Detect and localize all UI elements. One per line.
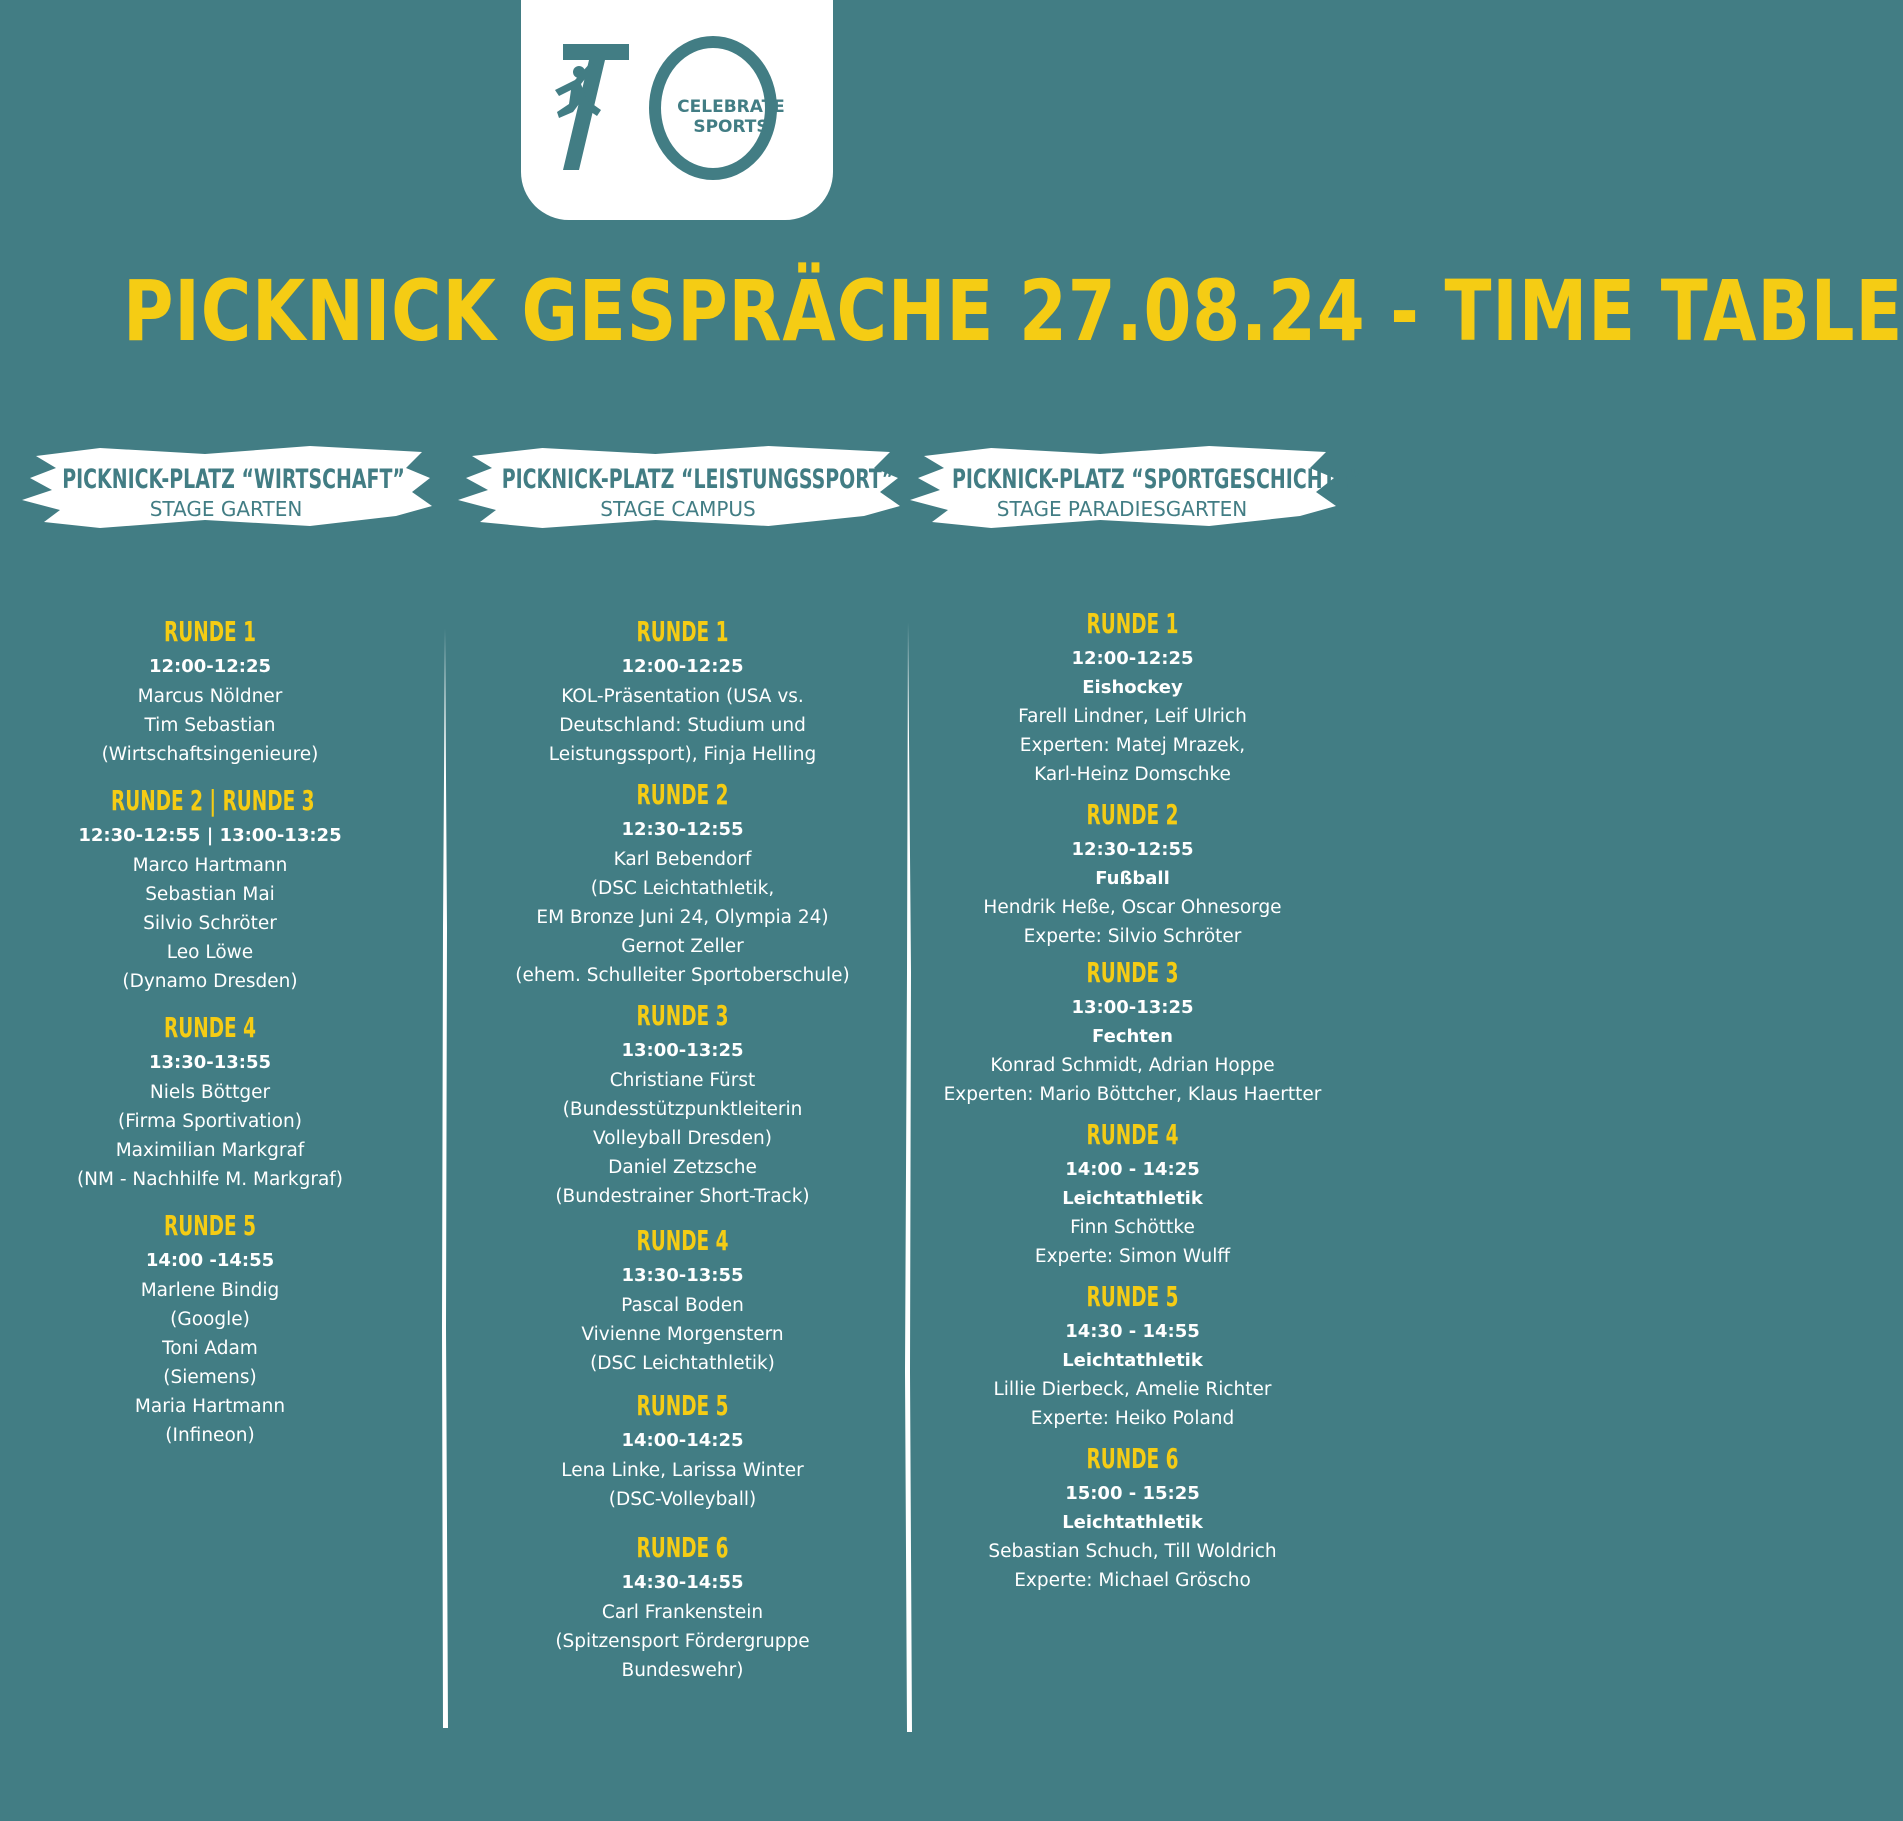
header-card-sportgeschichte xyxy=(904,434,1361,544)
round-participant-line: (Siemens) xyxy=(163,1367,257,1388)
round-block xyxy=(60,1206,360,1450)
header-card-text xyxy=(16,464,436,521)
round-participant-line: KOL-Präsentation (USA vs. xyxy=(561,686,804,707)
round-time: 14:30 - 14:55 xyxy=(1065,1321,1200,1342)
round-label: RUNDE 5 xyxy=(164,1209,256,1242)
page-title: PICKNICK GESPRÄCHE 27.08.24 - TIME TABLE xyxy=(122,262,1903,360)
stage-name: STAGE PARADIESGARTEN xyxy=(996,497,1248,521)
round-participant-line: (Bundestrainer Short-Track) xyxy=(555,1186,810,1207)
round-block xyxy=(940,795,1325,951)
logo-card xyxy=(521,0,833,220)
round-label: RUNDE 1 xyxy=(636,615,729,648)
round-time: 12:30-12:55 xyxy=(621,819,744,840)
round-participant-line: (Spitzensport Fördergruppe xyxy=(555,1631,810,1652)
round-participant-line: Lena Linke, Larissa Winter xyxy=(561,1460,804,1481)
round-block xyxy=(500,996,865,1211)
round-sport: Eishockey xyxy=(1082,677,1183,698)
header-card-leistungssport xyxy=(452,434,904,544)
round-participant-line: Leo Löwe xyxy=(166,942,254,963)
round-participant-line: EM Bronze Juni 24, Olympia 24) xyxy=(536,907,829,928)
round-label: RUNDE 4 xyxy=(164,1011,256,1044)
celebrate-sports-logo xyxy=(521,0,833,220)
header-card-text xyxy=(904,464,1361,521)
round-participant-line: Experte: Heiko Poland xyxy=(1030,1408,1235,1429)
column-divider-2 xyxy=(902,622,916,1732)
round-label: RUNDE 4 xyxy=(1086,1118,1179,1151)
round-time: 13:00-13:25 xyxy=(1071,997,1194,1018)
round-label: RUNDE 6 xyxy=(1086,1442,1179,1475)
round-participant-line: Hendrik Heße, Oscar Ohnesorge xyxy=(983,897,1282,918)
round-sport: Fechten xyxy=(1092,1026,1173,1047)
round-block xyxy=(60,612,360,769)
logo-tagline-2: SPORTS xyxy=(693,117,769,137)
round-participant-line: (Dynamo Dresden) xyxy=(122,971,298,992)
picnic-place-name: PICKNICK-PLATZ “SPORTGESCHICHTE” xyxy=(951,464,1361,495)
round-participant-line: Silvio Schröter xyxy=(143,913,277,934)
round-participant-line: Lillie Dierbeck, Amelie Richter xyxy=(993,1379,1272,1400)
column-divider-1 xyxy=(438,628,452,1728)
round-participant-line: Marcus Nöldner xyxy=(137,686,283,707)
round-participant-line: (Wirtschaftsingenieure) xyxy=(101,744,319,765)
round-block xyxy=(940,1277,1325,1433)
stage-name: STAGE GARTEN xyxy=(149,497,303,521)
round-participant-line: Maria Hartmann xyxy=(134,1396,286,1417)
round-participant-line: (NM - Nachhilfe M. Markgraf) xyxy=(76,1169,344,1190)
round-participant-line: Daniel Zetzsche xyxy=(608,1157,757,1178)
round-participant-line: (DSC Leichtathletik) xyxy=(590,1353,775,1374)
round-block xyxy=(940,604,1325,789)
round-participant-line: Vivienne Morgenstern xyxy=(581,1324,784,1345)
round-participant-line: Karl Bebendorf xyxy=(613,849,752,870)
round-block xyxy=(500,775,865,990)
column-leistungssport xyxy=(500,612,865,1685)
round-participant-line: Gernot Zeller xyxy=(621,936,744,957)
round-label: RUNDE 5 xyxy=(1086,1280,1179,1313)
round-participant-line: Experten: Matej Mrazek, xyxy=(1019,735,1246,756)
round-label: RUNDE 5 xyxy=(636,1389,729,1422)
round-participant-line: Pascal Boden xyxy=(621,1295,744,1316)
round-time: 12:30-12:55 xyxy=(1071,839,1194,860)
round-participant-line: (Bundesstützpunktleiterin xyxy=(562,1099,803,1120)
round-time: 12:00-12:25 xyxy=(148,656,272,677)
round-participant-line: Bundeswehr) xyxy=(621,1660,744,1681)
round-participant-line: Marco Hartmann xyxy=(132,855,288,876)
round-participant-line: Experten: Mario Böttcher, Klaus Haertter xyxy=(943,1084,1322,1105)
round-participant-line: Marlene Bindig xyxy=(140,1280,280,1301)
column-wirtschaft xyxy=(60,612,360,1450)
round-label: RUNDE 6 xyxy=(636,1531,729,1564)
round-sport: Fußball xyxy=(1095,868,1170,889)
round-label: RUNDE 2 | RUNDE 3 xyxy=(110,784,315,817)
round-participant-line: Christiane Fürst xyxy=(609,1070,756,1091)
round-time: 14:00 - 14:25 xyxy=(1065,1159,1200,1180)
round-time: 14:00 -14:55 xyxy=(145,1250,275,1271)
round-participant-line: Leistungssport), Finja Helling xyxy=(548,744,817,765)
round-participant-line: Tim Sebastian xyxy=(144,715,276,736)
round-block xyxy=(60,1008,360,1194)
round-participant-line: (Google) xyxy=(170,1309,250,1330)
round-time: 13:00-13:25 xyxy=(621,1040,744,1061)
round-participant-line: Farell Lindner, Leif Ulrich xyxy=(1018,706,1247,727)
round-label: RUNDE 2 xyxy=(636,778,729,811)
round-time: 15:00 - 15:25 xyxy=(1065,1483,1200,1504)
round-label: RUNDE 1 xyxy=(164,615,256,648)
round-participant-line: Maximilian Markgraf xyxy=(115,1140,305,1161)
round-time: 14:30-14:55 xyxy=(621,1572,744,1593)
round-label: RUNDE 3 xyxy=(1086,956,1179,989)
round-time: 12:00-12:25 xyxy=(621,656,744,677)
round-participant-line: Carl Frankenstein xyxy=(601,1602,764,1623)
round-participant-line: Karl-Heinz Domschke xyxy=(1034,764,1231,785)
round-time: 12:00-12:25 xyxy=(1071,648,1194,669)
picnic-place-name: PICKNICK-PLATZ “WIRTSCHAFT” xyxy=(62,464,405,495)
column-sportgeschichte xyxy=(940,604,1325,1595)
round-block xyxy=(500,1221,865,1378)
round-participant-line: (Infineon) xyxy=(165,1425,255,1446)
round-time: 14:00-14:25 xyxy=(621,1430,744,1451)
round-sport: Leichtathletik xyxy=(1062,1512,1203,1533)
round-label: RUNDE 2 xyxy=(1086,798,1179,831)
round-block xyxy=(940,953,1325,1109)
round-block xyxy=(500,612,865,769)
round-participant-line: (Firma Sportivation) xyxy=(118,1111,302,1132)
round-block xyxy=(940,1439,1325,1595)
round-sport: Leichtathletik xyxy=(1062,1188,1203,1209)
round-participant-line: Niels Böttger xyxy=(149,1082,271,1103)
round-block xyxy=(500,1386,865,1514)
round-label: RUNDE 1 xyxy=(1086,607,1179,640)
round-participant-line: (DSC Leichtathletik, xyxy=(590,878,775,899)
round-block xyxy=(60,781,360,996)
picnic-place-name: PICKNICK-PLATZ “LEISTUNGSSPORT” xyxy=(501,464,895,495)
round-participant-line: Sebastian Schuch, Till Woldrich xyxy=(988,1541,1277,1562)
round-label: RUNDE 3 xyxy=(636,999,729,1032)
round-participant-line: Experte: Simon Wulff xyxy=(1034,1246,1231,1267)
round-participant-line: Volleyball Dresden) xyxy=(593,1128,772,1149)
round-participant-line: Experte: Silvio Schröter xyxy=(1023,926,1242,947)
logo-tagline-1: CELEBRATE xyxy=(677,97,785,117)
round-participant-line: Deutschland: Studium und xyxy=(559,715,806,736)
round-participant-line: Sebastian Mai xyxy=(145,884,275,905)
round-block xyxy=(500,1528,865,1685)
header-card-text xyxy=(452,464,904,521)
round-participant-line: Finn Schöttke xyxy=(1070,1217,1195,1238)
round-participant-line: (ehem. Schulleiter Sportoberschule) xyxy=(515,965,850,986)
round-time: 12:30-12:55 | 13:00-13:25 xyxy=(78,825,342,846)
round-participant-line: Konrad Schmidt, Adrian Hoppe xyxy=(990,1055,1275,1076)
round-sport: Leichtathletik xyxy=(1062,1350,1203,1371)
stage-name: STAGE CAMPUS xyxy=(600,497,756,521)
round-participant-line: (DSC-Volleyball) xyxy=(608,1489,757,1510)
round-label: RUNDE 4 xyxy=(636,1224,729,1257)
round-block xyxy=(940,1115,1325,1271)
round-participant-line: Toni Adam xyxy=(162,1338,258,1359)
header-card-wirtschaft xyxy=(16,434,436,544)
round-time: 13:30-13:55 xyxy=(621,1265,744,1286)
round-time: 13:30-13:55 xyxy=(148,1052,272,1073)
round-participant-line: Experte: Michael Gröscho xyxy=(1014,1570,1251,1591)
